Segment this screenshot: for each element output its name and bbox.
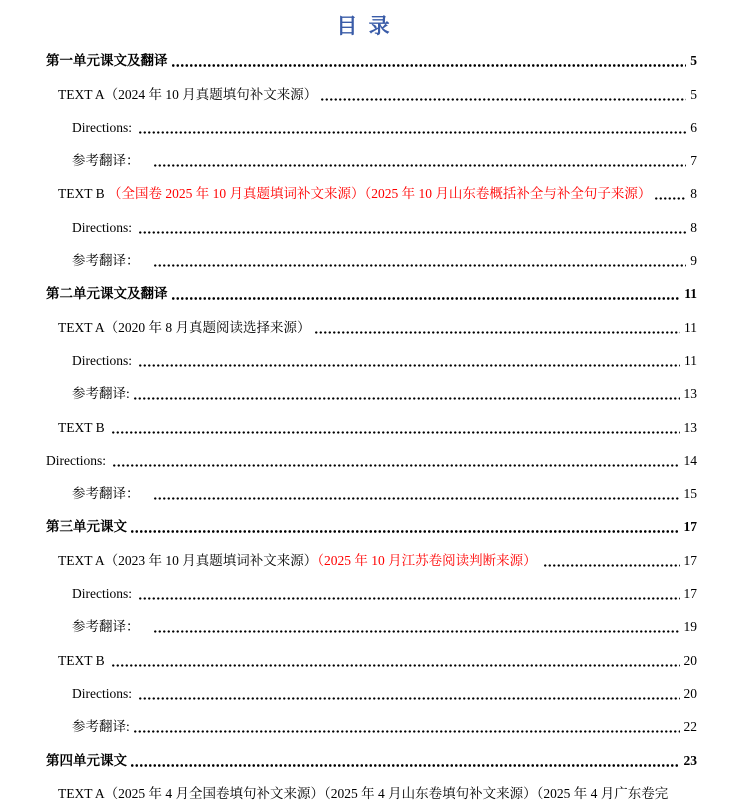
toc-title: 目 录 — [336, 14, 393, 38]
toc-entry[interactable] — [0, 109, 729, 142]
toc-entry[interactable] — [0, 208, 729, 241]
page-number: 5 — [690, 86, 697, 102]
dot-leader — [138, 597, 679, 600]
toc-label-text: 参考翻译： — [72, 486, 150, 502]
dot-leader — [138, 364, 680, 367]
toc-entry-label — [72, 386, 130, 402]
page-number: 17 — [683, 519, 697, 535]
toc-entry[interactable] — [0, 641, 729, 674]
toc-entry-label — [72, 586, 135, 602]
dot-leader — [111, 431, 680, 434]
toc-label-text: TEXT A（2020 年 8 月真题阅读选择来源） — [58, 319, 311, 335]
toc-entry-label — [72, 686, 135, 702]
toc-label-text: TEXT B — [58, 652, 108, 668]
toc-entry-label — [72, 120, 135, 136]
page-number: 13 — [683, 419, 697, 435]
dot-leader — [543, 564, 680, 567]
dot-leader — [314, 331, 681, 334]
page-number: 23 — [683, 752, 697, 768]
toc-entry-label — [58, 553, 540, 569]
dot-leader — [133, 397, 680, 400]
toc-label-text: 参考翻译： — [72, 253, 150, 269]
dot-leader — [112, 464, 679, 467]
dot-leader — [320, 98, 686, 101]
toc-entry-label — [58, 320, 311, 336]
toc-entry[interactable] — [0, 275, 729, 308]
toc-entry[interactable] — [0, 42, 729, 75]
toc-entry[interactable] — [0, 508, 729, 541]
toc-entry[interactable] — [0, 741, 729, 774]
page-number: 11 — [684, 352, 697, 368]
toc-entry[interactable] — [0, 575, 729, 608]
toc-label-text: 第二单元课文及翻译 — [46, 286, 168, 302]
dot-leader — [130, 764, 680, 767]
toc-entry[interactable] — [0, 675, 729, 708]
toc-label-text: TEXT B — [58, 186, 108, 202]
page-number: 20 — [683, 652, 697, 668]
toc-entry[interactable] — [0, 75, 729, 108]
toc-entry-label — [46, 753, 127, 769]
toc-label-text: Directions: — [72, 119, 136, 135]
toc-entry-label — [58, 87, 317, 103]
dot-leader — [153, 630, 680, 633]
dot-leader — [138, 131, 686, 134]
toc-entry[interactable] — [0, 775, 729, 808]
toc-label-text: Directions: — [72, 586, 136, 602]
toc-entry[interactable] — [0, 475, 729, 508]
dot-leader — [138, 697, 679, 700]
dot-leader — [153, 497, 680, 500]
toc-entry-label — [46, 453, 109, 469]
page-number: 11 — [684, 319, 697, 335]
page-number: 9 — [690, 253, 697, 269]
toc-entry-label — [72, 220, 135, 236]
toc-entry[interactable] — [0, 442, 729, 475]
page-number: 11 — [684, 286, 697, 302]
toc-label-text: 第一单元课文及翻译 — [46, 53, 168, 69]
toc-entry-label — [58, 786, 668, 802]
page-number: 20 — [683, 685, 697, 701]
toc-list — [0, 42, 729, 808]
toc-label-text: Directions: — [72, 352, 136, 368]
toc-entry[interactable] — [0, 408, 729, 441]
toc-entry-label — [72, 353, 135, 369]
toc-label-text: 第四单元课文 — [46, 752, 127, 768]
dot-leader — [130, 530, 680, 533]
dot-leader — [111, 664, 680, 667]
toc-entry-label — [72, 619, 150, 635]
dot-leader — [133, 730, 680, 733]
page-number: 17 — [683, 552, 697, 568]
dot-leader — [171, 297, 681, 300]
toc-label-text: 参考翻译： — [72, 619, 150, 635]
toc-entry-label — [46, 53, 168, 69]
page-number: 6 — [690, 119, 697, 135]
toc-entry-label — [58, 653, 108, 669]
dot-leader — [153, 264, 687, 267]
toc-label-text: Directions: — [72, 685, 136, 701]
toc-label-text: Directions: — [72, 219, 136, 235]
page-number: 17 — [683, 586, 697, 602]
toc-label-text — [537, 553, 540, 568]
toc-label-highlight: （2025 年 10 月江苏卷阅读判断来源） — [317, 552, 537, 568]
toc-label-text: TEXT B — [58, 419, 108, 435]
toc-entry[interactable] — [0, 308, 729, 341]
page-number: 13 — [683, 386, 697, 402]
toc-label-text: Directions: — [46, 452, 110, 468]
dot-leader — [171, 64, 687, 67]
toc-entry[interactable] — [0, 375, 729, 408]
toc-entry[interactable] — [0, 242, 729, 275]
toc-label-text: 参考翻译： — [72, 153, 150, 169]
page-number: 5 — [690, 53, 697, 69]
toc-entry[interactable] — [0, 708, 729, 741]
page-number: 8 — [690, 186, 697, 202]
toc-entry[interactable] — [0, 175, 729, 208]
toc-entry-label — [72, 153, 150, 169]
toc-entry-label — [46, 519, 127, 535]
toc-label-text: 参考翻译: — [72, 719, 130, 735]
page-number: 8 — [690, 219, 697, 235]
toc-entry[interactable] — [0, 541, 729, 574]
toc-entry[interactable] — [0, 142, 729, 175]
toc-label-highlight: （全国卷 2025 年 10 月真题填词补文来源）（2025 年 10 月山东卷概括补全与补全句子来源） — [108, 186, 652, 202]
dot-leader — [654, 197, 686, 200]
page-number: 15 — [683, 486, 697, 502]
toc-label-text: TEXT A（2023 年 10 月真题填词补文来源） — [58, 552, 318, 568]
page-number: 22 — [683, 719, 697, 735]
page-number: 14 — [683, 452, 697, 468]
toc-entry-label — [58, 420, 108, 436]
toc-entry-label — [58, 186, 651, 202]
page-number: 7 — [690, 153, 697, 169]
toc-entry-label — [72, 719, 130, 735]
toc-entry-label — [72, 253, 150, 269]
toc-entry[interactable] — [0, 608, 729, 641]
toc-label-text: 第三单元课文 — [46, 519, 127, 535]
toc-label-text: 参考翻译: — [72, 386, 130, 402]
dot-leader — [153, 164, 687, 167]
dot-leader — [138, 231, 686, 234]
toc-label-text: TEXT A（2024 年 10 月真题填句补文来源） — [58, 86, 318, 102]
toc-entry-label — [46, 286, 168, 302]
toc-label-text: TEXT A（2025 年 4 月全国卷填句补文来源）（2025 年 4 月山东卷填句补文来源）（2025 年 4 月广东卷完 — [58, 785, 669, 801]
toc-entry[interactable] — [0, 342, 729, 375]
page-number: 19 — [683, 619, 697, 635]
toc-entry-label — [72, 486, 150, 502]
